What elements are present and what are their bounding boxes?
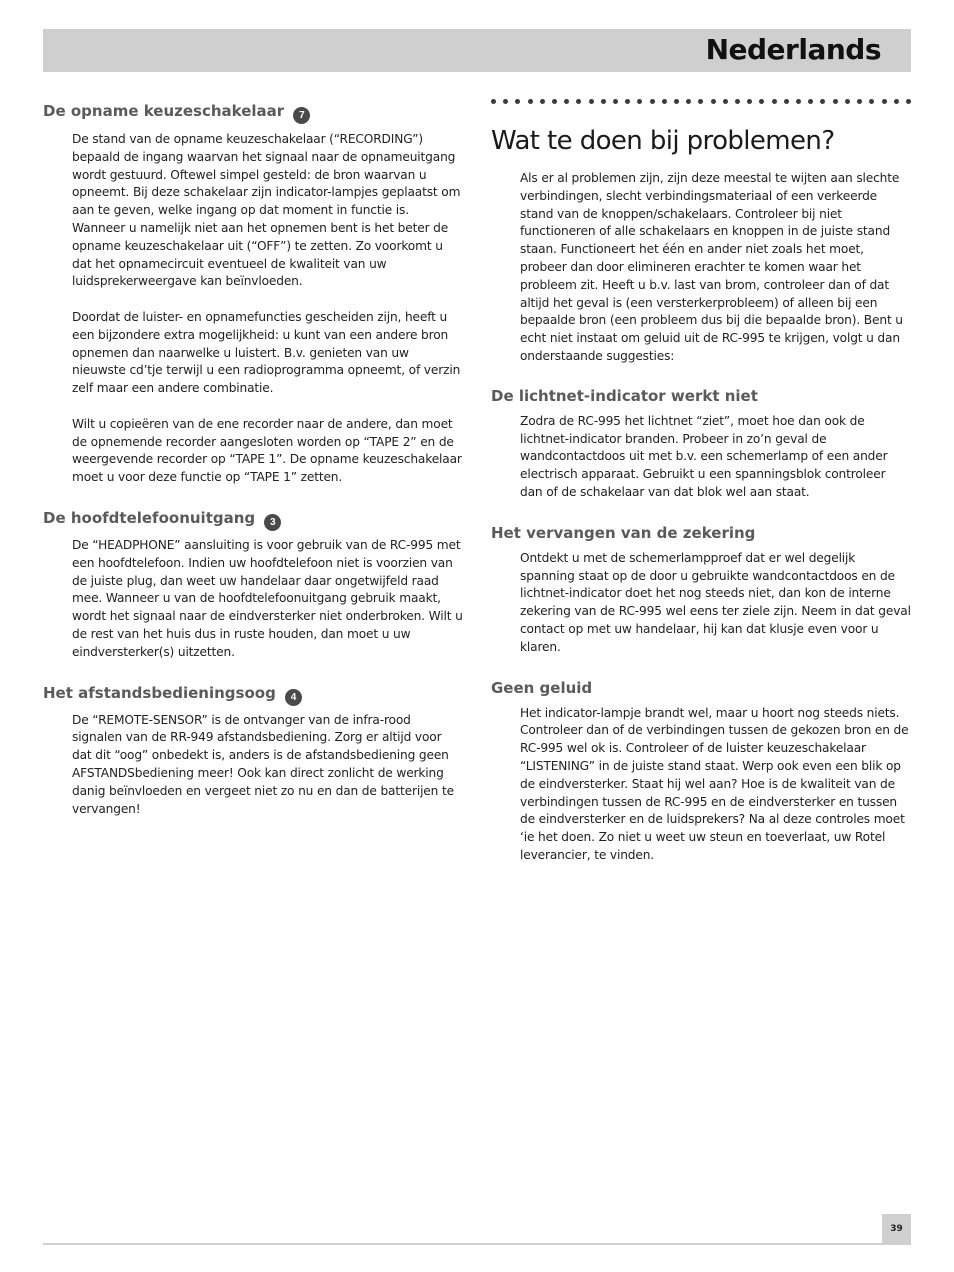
- separator-dot: [576, 99, 581, 104]
- separator-dot: [808, 99, 813, 104]
- separator-dot: [906, 99, 911, 104]
- body-paragraph: De stand van de opname keuzeschakelaar (“RECORDING”) bepaald de ingang waarvan het signaal naar de opnameuitgang wordt gestuurd. Oftewel simpel gesteld: de bron waarvan u opneemt. Bij deze schakelaar zijn indicator-lampjes geplaatst om aan te geven, welke ingang op dat moment in functie is. Wanneer u namelijk niet aan het opnemen bent is het beter de opname keuzeschakelaar uit (“OFF”) te zetten. Zo voorkomt u dat het opnamecircuit eventueel de kwaliteit van uw luidsprekerweergave kan beïnvloeden.: [72, 132, 461, 289]
- body-paragraph: Ontdekt u met de schemerlampproef dat er wel degelijk spanning staat op de door u gebruikte wandcontactdoos en de lichtnet-indicator doet het nog steeds niet, dan kon de interne zekering van de RC-995 wel eens ter ziele zijn. Neem in dat geval contact op met uw handelaar, hij kan dat klusje even voor u klaren.: [520, 550, 911, 654]
- separator-dot: [564, 99, 569, 104]
- separator-dot: [772, 99, 777, 104]
- intro-paragraph: Als er al problemen zijn, zijn deze meestal te wijten aan slechte verbindingen, slecht verbindingsmateriaal of een verkeerde stand van de knoppen/schakelaars. Controleer bij niet functioneren of alle schakelaars en knoppen in de juiste stand staan. Functioneert het één en ander niet zoals het moet, probeer dan door elimineren erachter te komen waar het probleem zit. Heeft u b.v. last van brom, controleer dan of dat altijd het geval is (een versterkerprobleem) of alleen bij een bepaalde bron (een probleem dus bij die bepaalde bron). Bent u echt niet instaat om geluid uit de RC-995 te krijgen, volgt u dan onderstaande suggesties:: [520, 171, 903, 363]
- separator-dot: [625, 99, 630, 104]
- section-heading-fuse: Het vervangen van de zekering: [491, 523, 756, 542]
- separator-dot: [857, 99, 862, 104]
- body-paragraph: Doordat de luister- en opnamefuncties gescheiden zijn, heeft u een bijzondere extra mogelijkheid: u kunt van een andere bron opnemen dan naarwelke u luistert. B.v. genieten van uw nieuwste cd’tje terwijl u een radioprogramma opneemt, of verzin zelf maar een andere combinatie.: [72, 309, 461, 396]
- separator-dot: [698, 99, 703, 104]
- separator-dot: [747, 99, 752, 104]
- separator-dot: [491, 99, 496, 104]
- separator-dot: [869, 99, 874, 104]
- language-header-bar: [43, 29, 911, 72]
- body-paragraph: Wilt u copieëren van de ene recorder naar de andere, dan moet de opnemende recorder aangesloten worden op “TAPE 2” en de weergevende recorder op “TAPE 1”. De opname keuzeschakelaar moet u voor deze functie op “TAPE 1” zetten.: [72, 416, 462, 485]
- section-heading-power-indicator: De lichtnet-indicator werkt niet: [491, 386, 758, 405]
- section-heading-text: De opname keuzeschakelaar: [43, 102, 285, 120]
- separator-dot: [723, 99, 728, 104]
- troubleshooting-title: Wat te doen bij problemen?: [491, 126, 835, 156]
- separator-dot: [662, 99, 667, 104]
- separator-dot: [759, 99, 764, 104]
- separator-dot: [882, 99, 887, 104]
- dotted-separator: [491, 96, 911, 106]
- separator-dot: [528, 99, 533, 104]
- callout-number-badge: 7: [293, 107, 310, 124]
- separator-dot: [845, 99, 850, 104]
- section-heading-recording-selector: [43, 100, 463, 124]
- separator-dot: [503, 99, 508, 104]
- separator-dot: [613, 99, 618, 104]
- section-heading-text: De hoofdtelefoonuitgang: [43, 508, 256, 527]
- separator-dot: [552, 99, 557, 104]
- separator-dot: [540, 99, 545, 104]
- separator-dot: [833, 99, 838, 104]
- section-heading-no-sound: Geen geluid: [491, 678, 593, 697]
- left-column: [43, 100, 463, 818]
- separator-dot: [515, 99, 520, 104]
- section-heading-remote-sensor: [43, 682, 463, 706]
- section-heading-headphone: [43, 507, 463, 531]
- language-title: Nederlands: [705, 33, 881, 66]
- callout-number-badge: 3: [264, 514, 281, 531]
- callout-number-badge: 4: [285, 689, 302, 706]
- separator-dot: [674, 99, 679, 104]
- separator-dot: [686, 99, 691, 104]
- separator-dot: [637, 99, 642, 104]
- body-paragraph: Zodra de RC-995 het lichtnet “ziet”, moet hoe dan ook de lichtnet-indicator branden. Probeer in zo’n geval de wandcontactdoos uit met b.v. een schemerlamp of een ander electrisch apparaat. Gebruikt u een spanningsblok controleer dan of de schakelaar van dat blok wel aan staat.: [520, 413, 888, 499]
- body-paragraph: De “REMOTE-SENSOR” is de ontvanger van de infra-rood signalen van de RR-949 afstandsbediening. Zorg er altijd voor dat dit “oog” onbedekt is, anders is de afstandsbediening geen AFSTANDSbediening meer! Ook kan direct zonlicht de werking danig beïnvloeden en vergeet niet zo nu en dan de batterijen te vervangen!: [72, 712, 454, 816]
- right-column: [491, 96, 911, 865]
- separator-dot: [601, 99, 606, 104]
- separator-dot: [820, 99, 825, 104]
- separator-dot: [711, 99, 716, 104]
- separator-dot: [589, 99, 594, 104]
- section-heading-text: Het afstandsbedieningsoog: [43, 683, 276, 702]
- body-paragraph: Het indicator-lampje brandt wel, maar u hoort nog steeds niets. Controleer dan of de verbindingen tussen de gekozen bron en de RC-995 wel ok is. Controleer of de luister keuzeschakelaar “LISTENING” in de juiste stand staat. Werp ook even een blik op de eindversterker. Staat hij wel aan? Hoe is de kwaliteit van de verbindingen tussen de RC-995 en de eindversterker en tussen de eindversterker en de luidsprekers? Na al deze controles moet ‘ie het doen. Zo niet u weet uw steun en toeverlaat, uw Rotel leverancier, te vinden.: [520, 705, 909, 862]
- separator-dot: [784, 99, 789, 104]
- page-number: 39: [882, 1214, 911, 1244]
- footer-rule: [43, 1243, 911, 1245]
- separator-dot: [894, 99, 899, 104]
- separator-dot: [735, 99, 740, 104]
- body-paragraph: De “HEADPHONE” aansluiting is voor gebruik van de RC-995 met een hoofdtelefoon. Indien uw hoofdtelefoon niet is voorzien van de juiste plug, dan weet uw handelaar daar ongetwijfeld raad mee. Wanneer u van de hoofdtelefoonuitgang gebruik maakt, wordt het signaal naar de eindversterker niet onderbroken. Wilt u de rest van het huis dus in ruste houden, dan moet u uw eindversterker(s) uitzetten.: [72, 537, 463, 659]
- separator-dot: [650, 99, 655, 104]
- separator-dot: [796, 99, 801, 104]
